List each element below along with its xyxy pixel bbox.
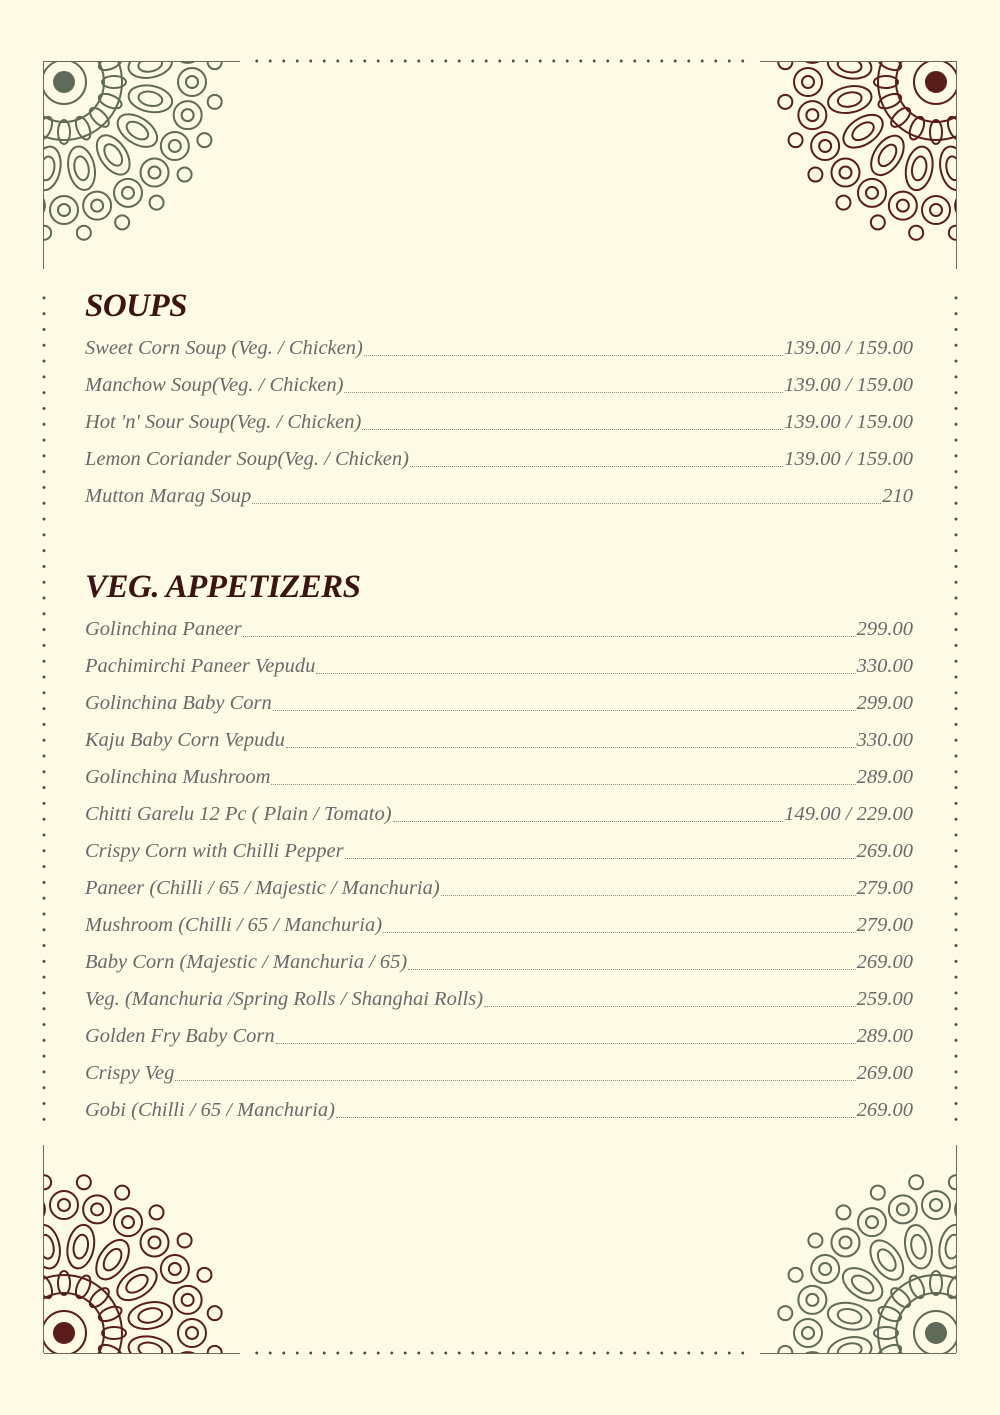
dot-leader — [484, 1005, 856, 1007]
item-price: 279.00 — [856, 914, 913, 936]
item-name: Golden Fry Baby Corn — [85, 1025, 275, 1047]
dot-leader — [252, 502, 881, 504]
menu-item — [85, 907, 913, 944]
dot-leader — [243, 635, 856, 637]
veg-appetizers-list — [85, 611, 913, 1129]
item-name: Crispy Corn with Chilli Pepper — [85, 840, 344, 862]
item-price: 139.00 / 159.00 — [784, 448, 913, 470]
veg-appetizers-section — [85, 567, 913, 1129]
item-name: Gobi (Chilli / 65 / Manchuria) — [85, 1099, 335, 1121]
dot-leader — [364, 354, 783, 356]
menu-item — [85, 404, 913, 441]
frame-line — [44, 1353, 240, 1354]
item-name: Veg. (Manchuria /Spring Rolls / Shanghai Rolls) — [85, 988, 484, 1010]
mandala-top-left-icon — [44, 62, 244, 262]
item-name: Golinchina Mushroom — [85, 766, 271, 788]
item-name: Chitti Garelu 12 Pc ( Plain / Tomato) — [85, 803, 392, 825]
item-name: Golinchina Baby Corn — [85, 692, 272, 714]
item-name: Crispy Veg — [85, 1062, 175, 1084]
dot-leader — [271, 783, 855, 785]
item-name: Golinchina Paneer — [85, 618, 242, 640]
item-price: 139.00 / 159.00 — [784, 374, 913, 396]
menu-item — [85, 367, 913, 404]
item-price: 299.00 — [856, 618, 913, 640]
dot-leader — [441, 894, 856, 896]
dotted-border-left — [42, 290, 46, 1125]
item-price: 269.00 — [856, 1099, 913, 1121]
menu-item — [85, 796, 913, 833]
dotted-border-right — [954, 290, 958, 1125]
dotted-border-bottom — [250, 1351, 750, 1355]
dot-leader — [336, 1116, 856, 1118]
menu-item — [85, 330, 913, 367]
item-name: Mushroom (Chilli / 65 / Manchuria) — [85, 914, 383, 936]
item-price: 139.00 / 159.00 — [784, 337, 913, 359]
menu-item — [85, 478, 913, 515]
dot-leader — [383, 931, 856, 933]
frame-line — [956, 61, 957, 269]
item-price: 330.00 — [856, 729, 913, 751]
dot-leader — [316, 672, 855, 674]
item-name: Hot 'n' Sour Soup(Veg. / Chicken) — [85, 411, 362, 433]
menu-item — [85, 981, 913, 1018]
section-title: VEG. APPETIZERS — [85, 569, 361, 605]
item-price: 289.00 — [856, 766, 913, 788]
item-name: Pachimirchi Paneer Vepudu — [85, 655, 316, 677]
frame-line — [760, 1353, 956, 1354]
item-price: 330.00 — [856, 655, 913, 677]
item-price: 299.00 — [856, 692, 913, 714]
item-price: 269.00 — [856, 840, 913, 862]
dot-leader — [408, 968, 855, 970]
item-price: 279.00 — [856, 877, 913, 899]
menu-item — [85, 611, 913, 648]
menu-item — [85, 722, 913, 759]
item-name: Sweet Corn Soup (Veg. / Chicken) — [85, 337, 363, 359]
soups-list — [85, 330, 913, 515]
dot-leader — [345, 857, 856, 859]
item-price: 210 — [882, 485, 913, 507]
item-price: 259.00 — [856, 988, 913, 1010]
frame-line — [956, 1145, 957, 1353]
dotted-border-top — [250, 59, 750, 63]
item-price: 289.00 — [856, 1025, 913, 1047]
item-name: Baby Corn (Majestic / Manchuria / 65) — [85, 951, 408, 973]
dot-leader — [344, 391, 783, 393]
item-price: 139.00 / 159.00 — [784, 411, 913, 433]
dot-leader — [362, 428, 783, 430]
mandala-top-right-icon — [756, 62, 956, 262]
menu-item — [85, 685, 913, 722]
item-price: 269.00 — [856, 1062, 913, 1084]
dot-leader — [410, 465, 783, 467]
item-price: 269.00 — [856, 951, 913, 973]
menu-item — [85, 648, 913, 685]
menu-item — [85, 1092, 913, 1129]
item-name: Lemon Coriander Soup(Veg. / Chicken) — [85, 448, 409, 470]
mandala-bottom-left-icon — [44, 1153, 244, 1353]
item-price: 149.00 / 229.00 — [784, 803, 913, 825]
item-name: Paneer (Chilli / 65 / Majestic / Manchuria) — [85, 877, 440, 899]
dot-leader — [286, 746, 856, 748]
item-name: Mutton Marag Soup — [85, 485, 252, 507]
menu-item — [85, 759, 913, 796]
dot-leader — [393, 820, 784, 822]
item-name: Manchow Soup(Veg. / Chicken) — [85, 374, 344, 396]
mandala-bottom-right-icon — [756, 1153, 956, 1353]
soups-section — [85, 286, 913, 515]
menu-item — [85, 441, 913, 478]
dot-leader — [276, 1042, 856, 1044]
menu-item — [85, 1055, 913, 1092]
dot-leader — [175, 1079, 855, 1081]
menu-item — [85, 833, 913, 870]
menu-item — [85, 1018, 913, 1055]
dot-leader — [273, 709, 856, 711]
menu-item — [85, 944, 913, 981]
section-title: SOUPS — [85, 288, 188, 324]
menu-item — [85, 870, 913, 907]
item-name: Kaju Baby Corn Vepudu — [85, 729, 285, 751]
